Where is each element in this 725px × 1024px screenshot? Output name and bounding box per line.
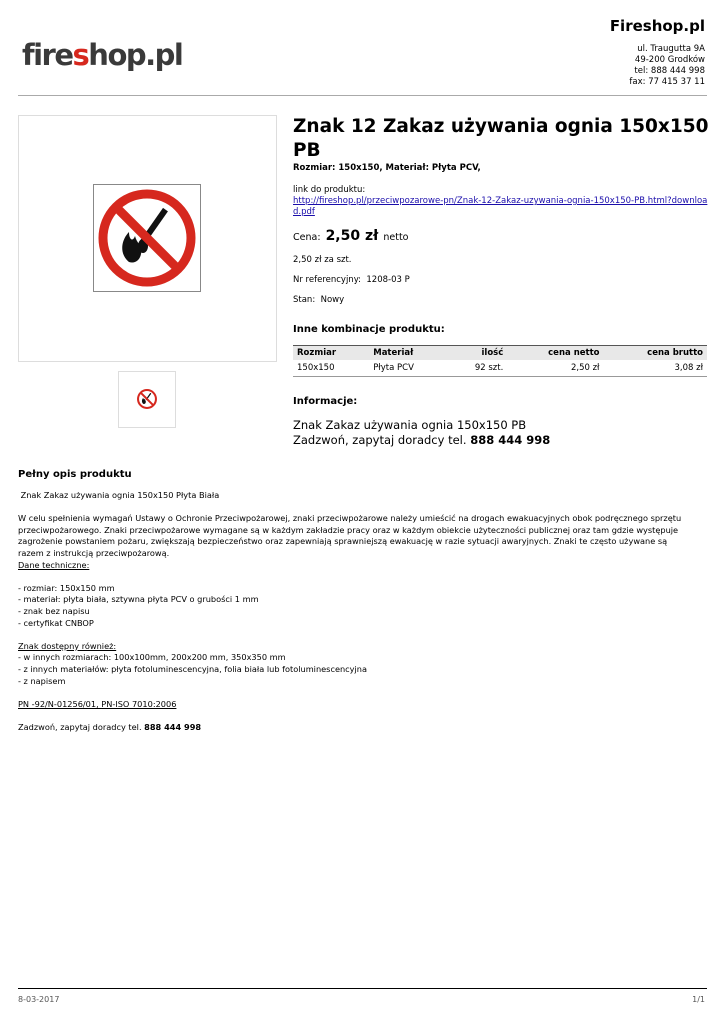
footer-divider xyxy=(18,988,707,989)
product-thumbnail[interactable] xyxy=(118,371,176,428)
footer-page-number: 1/1 xyxy=(692,995,705,1004)
reference-number xyxy=(293,275,410,285)
reference-label: Nr referencyjny: xyxy=(293,275,361,285)
col-gross-price: cena brutto xyxy=(603,346,707,361)
description-phone: 888 444 998 xyxy=(144,721,202,732)
cell-gross-price: 3,08 zł xyxy=(603,360,707,377)
table-header-row xyxy=(293,346,707,361)
info-heading: Informacje: xyxy=(293,396,358,407)
reference-value: 1208-03 P xyxy=(366,275,410,285)
address-city: 49-200 Grodków xyxy=(634,55,705,65)
tech-item: - znak bez napisu xyxy=(18,605,90,616)
address-phone: tel: 888 444 998 xyxy=(634,66,705,76)
unit-price: 2,50 zł za szt. xyxy=(293,255,352,265)
address-fax: fax: 77 415 37 11 xyxy=(629,77,705,87)
tech-item: - rozmiar: 150x150 mm xyxy=(18,582,115,593)
description-paragraph: W celu spełnienia wymagań Ustawy o Ochronie Przeciwpożarowej, znaki przeciwpożarowe należy umieścić na drogach ewakuacyjnych obok podręcznego sprzętu przeciwpożarowego. Znaki przeciwpożarowe wymagane są w każdym zakładzie pracy oraz w każdym obiekcie użyteczności publicznej oraz tam gdzie występuje zagrożenie powstaniem pożaru, zwiększają bezpieczeństwo oraz zapewniają sprawniejszą ewakuację w razie sytuacji awaryjnych. Znaki te często używane są razem z instrukcją przeciwpożarową. xyxy=(18,513,682,558)
description-heading: Pełny opis produktu xyxy=(18,469,132,480)
footer-date: 8-03-2017 xyxy=(18,995,60,1004)
combinations-table xyxy=(293,345,707,377)
col-quantity: ilość xyxy=(448,346,507,361)
description-contact-text: Zadzwoń, zapytaj doradcy tel. xyxy=(18,721,142,732)
product-link[interactable]: http://fireshop.pl/przeciwpozarowe-pn/Znak-12-Zakaz-uzywania-ognia-150x150-PB.html?download.pdf xyxy=(293,196,708,217)
description-contact xyxy=(18,722,690,734)
cell-material: Płyta PCV xyxy=(369,360,448,377)
availability-heading: Znak dostępny również: xyxy=(18,640,117,651)
tech-item: - materiał: płyta biała, sztywna płyta PCV o grubości 1 mm xyxy=(18,594,259,605)
description-body xyxy=(18,490,690,733)
header-divider xyxy=(18,95,707,96)
cell-size: 150x150 xyxy=(293,360,369,377)
col-size: Rozmiar xyxy=(293,346,369,361)
tech-item: - certyfikat CNBOP xyxy=(18,617,94,628)
col-material: Materiał xyxy=(369,346,448,361)
product-image xyxy=(18,115,277,362)
product-condition xyxy=(293,295,344,305)
norm-reference: PN -92/N-01256/01, PN-ISO 7010:2006 xyxy=(18,698,177,709)
info-phone: 888 444 998 xyxy=(470,433,551,447)
table-row xyxy=(293,360,707,377)
product-link-label: link do produktu: xyxy=(293,185,366,195)
info-contact xyxy=(293,433,550,447)
no-fire-sign-thumb-icon xyxy=(136,388,158,410)
info-contact-text: Zadzwoń, zapytaj doradcy tel. xyxy=(293,433,467,447)
price-row xyxy=(293,228,409,244)
store-name: Fireshop.pl xyxy=(609,17,705,35)
cell-net-price: 2,50 zł xyxy=(507,360,603,377)
store-address xyxy=(629,44,705,88)
description-intro: Znak Zakaz używania ognia 150x150 Płyta Biała xyxy=(18,490,220,500)
product-title: Znak 12 Zakaz używania ognia 150x150 PB xyxy=(293,116,709,161)
price-value: 2,50 zł xyxy=(325,228,379,244)
col-net-price: cena netto xyxy=(507,346,603,361)
svg-text:fireshop.pl: fireshop.pl xyxy=(22,38,183,72)
condition-label: Stan: xyxy=(293,295,316,305)
availability-item: - w innych rozmiarach: 100x100mm, 200x200 mm, 350x350 mm xyxy=(18,652,286,663)
price-suffix: netto xyxy=(383,232,409,243)
no-fire-sign-icon xyxy=(93,184,201,292)
availability-item: - z innych materiałów: płyta fotoluminescencyjna, folia biała lub fotoluminescencyjna xyxy=(18,663,368,674)
fireshop-logo xyxy=(22,34,183,74)
availability-item: - z napisem xyxy=(18,675,66,686)
combinations-heading: Inne kombinacje produktu: xyxy=(293,324,445,335)
condition-value: Nowy xyxy=(320,295,345,305)
product-variant: Rozmiar: 150x150, Materiał: Płyta PCV, xyxy=(293,163,481,173)
address-street: ul. Traugutta 9A xyxy=(637,44,705,54)
tech-heading: Dane techniczne: xyxy=(18,559,90,570)
price-label: Cena: xyxy=(293,232,321,243)
cell-quantity: 92 szt. xyxy=(448,360,507,377)
info-product-name: Znak Zakaz używania ognia 150x150 PB xyxy=(293,418,527,432)
